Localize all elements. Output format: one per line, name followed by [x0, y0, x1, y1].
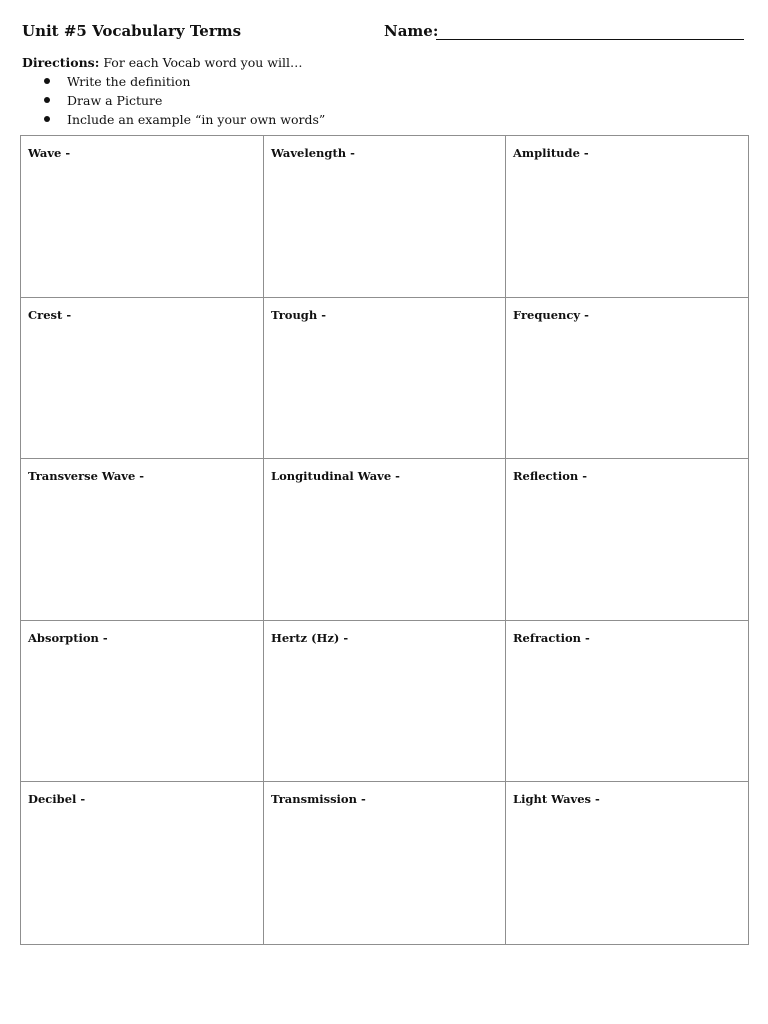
list-item-text: Draw a Picture	[67, 93, 163, 108]
term-cell-trough[interactable]	[264, 298, 506, 460]
term-cell-refraction[interactable]	[506, 621, 748, 783]
directions-list	[44, 72, 325, 129]
term-label: Wavelength -	[271, 146, 355, 160]
term-label: Decibel -	[28, 792, 86, 807]
term-cell-decibel[interactable]	[21, 782, 264, 944]
directions-label: Directions:	[22, 55, 100, 70]
term-label: Hertz (Hz) -	[271, 630, 349, 645]
term-label: Trough -	[271, 307, 326, 322]
list-item	[44, 72, 325, 91]
term-label: Refraction -	[513, 630, 590, 645]
term-label: Longitudinal Wave -	[271, 469, 400, 484]
term-cell-frequency[interactable]	[506, 298, 748, 460]
term-label: Absorption -	[28, 630, 108, 645]
worksheet-header	[22, 22, 746, 44]
list-item-text: Include an example “in your own words”	[67, 112, 326, 127]
bullet-icon	[44, 97, 50, 103]
directions	[22, 53, 302, 72]
term-cell-transverse-wave[interactable]	[21, 459, 264, 621]
vocabulary-grid	[20, 135, 749, 945]
term-cell-absorption[interactable]	[21, 621, 264, 783]
term-label: Transverse Wave -	[28, 469, 145, 484]
directions-text: For each Vocab word you will…	[99, 55, 303, 70]
term-cell-transmission[interactable]	[264, 782, 506, 944]
term-label: Light Waves -	[513, 792, 600, 807]
term-label: Crest -	[28, 307, 72, 322]
page-title: Unit #5 Vocabulary Terms	[22, 22, 242, 40]
term-cell-crest[interactable]	[21, 298, 264, 460]
term-cell-light-waves[interactable]	[506, 782, 748, 944]
name-blank-line	[436, 39, 744, 40]
term-cell-reflection[interactable]	[506, 459, 748, 621]
term-cell-longitudinal-wave[interactable]	[264, 459, 506, 621]
term-cell-wave[interactable]	[21, 136, 264, 298]
list-item	[44, 91, 325, 110]
term-label: Amplitude -	[513, 146, 589, 160]
list-item-text: Write the definition	[67, 74, 191, 89]
bullet-icon	[44, 116, 50, 122]
name-label: Name:	[384, 22, 439, 40]
term-cell-amplitude[interactable]	[506, 136, 748, 298]
name-field[interactable]	[384, 22, 744, 44]
term-cell-hertz[interactable]	[264, 621, 506, 783]
term-label: Frequency -	[513, 307, 589, 322]
term-cell-wavelength[interactable]	[264, 136, 506, 298]
term-label: Reflection -	[513, 469, 588, 484]
list-item	[44, 110, 325, 129]
term-label: Transmission -	[271, 792, 366, 807]
term-label: Wave -	[28, 146, 71, 160]
bullet-icon	[44, 78, 50, 84]
